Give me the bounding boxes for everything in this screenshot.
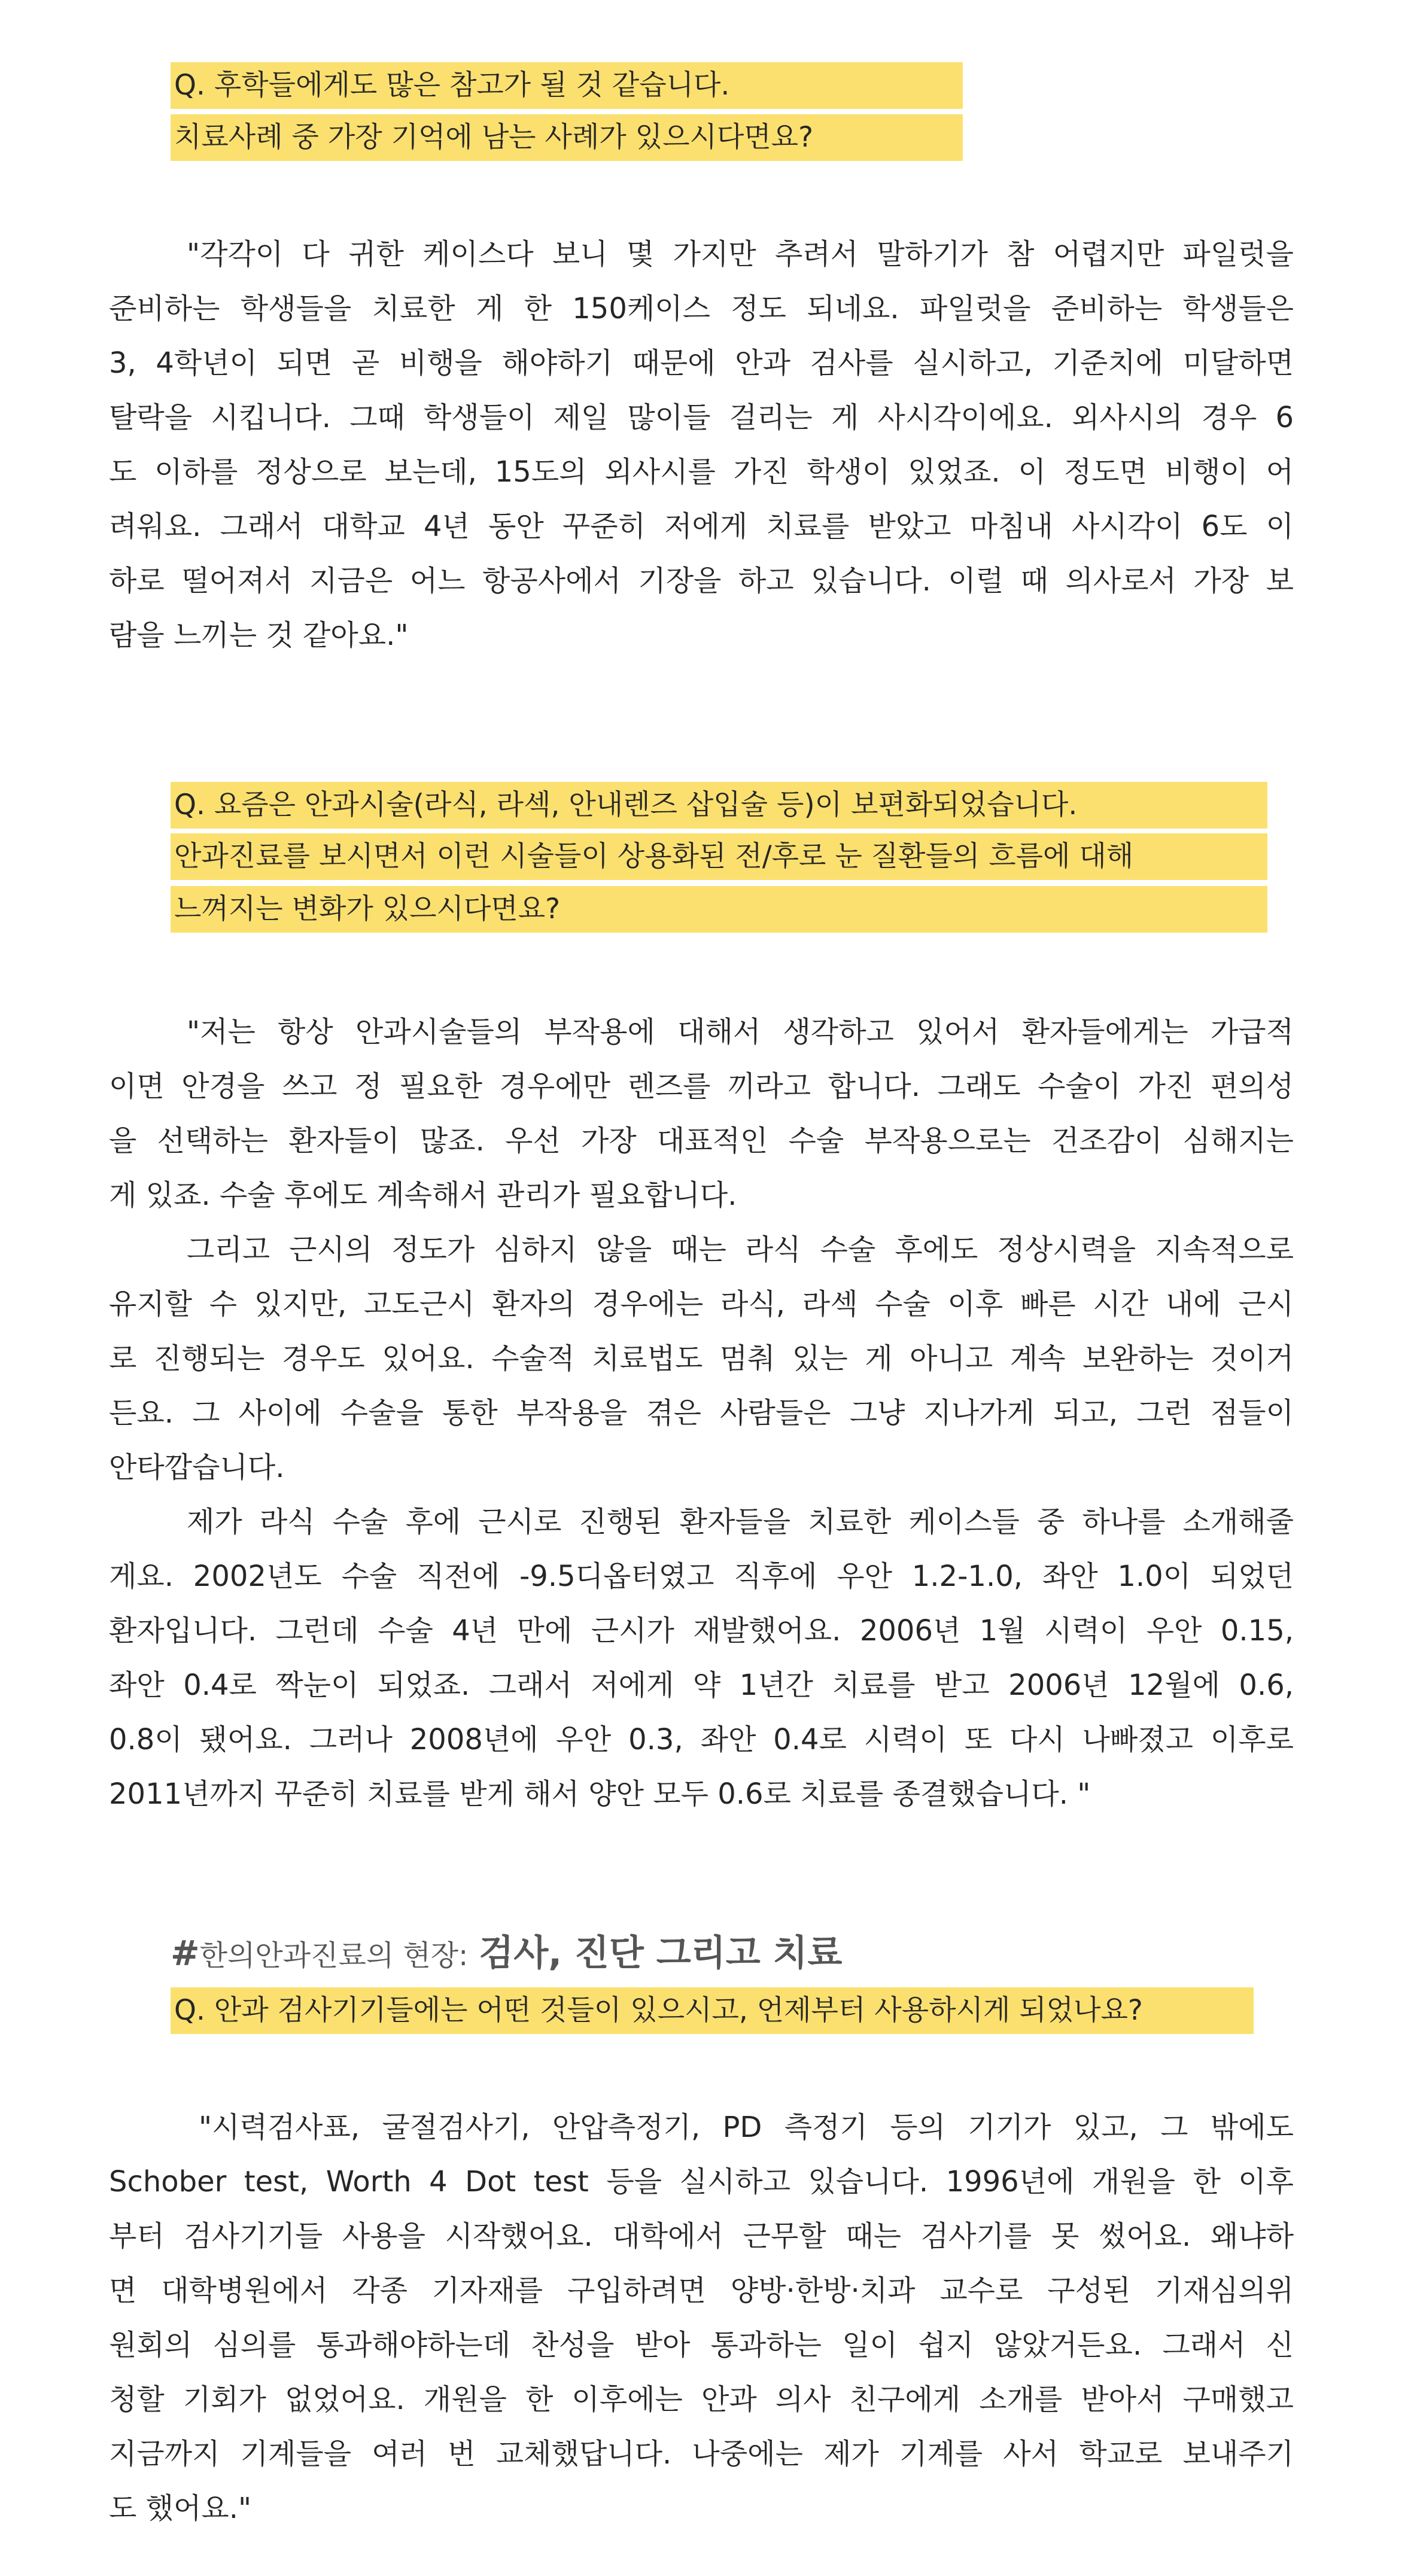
answer-3-line: Schober test, Worth 4 Dot test 등을 실시하고 있습니다. 1996년에 개원을 한 이후: [109, 2165, 1294, 2199]
question-2-line-3: 느껴지는 변화가 있으시다면요?: [171, 886, 1267, 933]
answer-1-line: 려워요. 그래서 대학교 4년 동안 꾸준히 저에게 치료를 받았고 마침내 사시각이 6도 이: [109, 510, 1294, 543]
answer-1: [109, 227, 1294, 663]
answer-2-paragraph-2: [109, 1223, 1294, 1495]
question-2-line-2: 안과진료를 보시면서 이런 시술들이 상용화된 전/후로 눈 질환들의 흐름에 대해: [171, 833, 1267, 880]
question-3-line-1: Q. 안과 검사기기들에는 어떤 것들이 있으시고, 언제부터 사용하시게 되었나요?: [171, 1987, 1254, 2034]
answer-1-line: 도 이하를 정상으로 보는데, 15도의 외사시를 가진 학생이 있었죠. 이 정도면 비행이 어: [109, 455, 1294, 489]
answer-2-line: 0.8이 됐어요. 그러나 2008년에 우안 0.3, 좌안 0.4로 시력이 또 다시 나빠졌고 이후로: [109, 1723, 1294, 1756]
answer-1-line: 준비하는 학생들을 치료한 게 한 150케이스 정도 되네요. 파일럿을 준비하는 학생들은: [109, 292, 1294, 325]
answer-2-line: 게 있죠. 수술 후에도 계속해서 관리가 필요합니다.: [109, 1179, 737, 1212]
section-heading-hash: #: [171, 1933, 200, 1974]
question-1-line-1: Q. 후학들에게도 많은 참고가 될 것 같습니다.: [171, 62, 963, 109]
question-2-line-1: Q. 요즘은 안과시술(라식, 라섹, 안내렌즈 삽입술 등)이 보편화되었습니다.: [171, 782, 1267, 829]
answer-2-line: 좌안 0.4로 짝눈이 되었죠. 그래서 저에게 약 1년간 치료를 받고 2006년 12월에 0.6,: [109, 1668, 1294, 1702]
answer-2-line: 이면 안경을 쓰고 정 필요한 경우에만 렌즈를 끼라고 합니다. 그래도 수술이 가진 편의성: [109, 1070, 1294, 1103]
answer-1-line: 람을 느끼는 것 같아요.": [109, 619, 409, 652]
answer-3: [109, 2100, 1294, 2536]
answer-3-line: 도 했어요.": [109, 2492, 252, 2525]
answer-3-line: "시력검사표, 굴절검사기, 안압측정기, PD 측정기 등의 기기가 있고, 그 밖에도: [199, 2111, 1294, 2144]
answer-2-line: 2011년까지 꾸준히 치료를 받게 해서 양안 모두 0.6로 치료를 종결했습니다. ": [109, 1777, 1091, 1811]
answer-3-line: 청할 기회가 없었어요. 개원을 한 이후에는 안과 의사 친구에게 소개를 받아서 구매했고: [109, 2383, 1294, 2416]
answer-2-paragraph-1: [109, 1005, 1294, 1223]
question-1-line-2: 치료사례 중 가장 기억에 남는 사례가 있으시다면요?: [171, 114, 963, 161]
answer-2-line: 유지할 수 있지만, 고도근시 환자의 경우에는 라식, 라섹 수술 이후 빠른 시간 내에 근시: [109, 1287, 1294, 1321]
answer-2-line: 을 선택하는 환자들이 많죠. 우선 가장 대표적인 수술 부작용으로는 건조감이 심해지는: [109, 1124, 1294, 1158]
answer-2-line: 제가 라식 수술 후에 근시로 진행된 환자들을 치료한 케이스들 중 하나를 소개해줄: [187, 1505, 1294, 1539]
answer-3-line: 원회의 심의를 통과해야하는데 찬성을 받아 통과하는 일이 쉽지 않았거든요. 그래서 신: [109, 2328, 1294, 2362]
answer-1-line: "각각이 다 귀한 케이스다 보니 몇 가지만 추려서 말하기가 참 어렵지만 파일럿을: [187, 237, 1294, 271]
answer-3-line: 지금까지 기계들을 여러 번 교체했답니다. 나중에는 제가 기계를 사서 학교로 보내주기: [109, 2437, 1294, 2471]
answer-1-line: 탈락을 시킵니다. 그때 학생들이 제일 많이들 걸리는 게 사시각이에요. 외사시의 경우 6: [109, 401, 1294, 434]
answer-2-line: 든요. 그 사이에 수술을 통한 부작용을 겪은 사람들은 그냥 지나가게 되고, 그런 점들이: [109, 1396, 1294, 1430]
answer-3-line: 면 대학병원에서 각종 기자재를 구입하려면 양방·한방·치과 교수로 구성된 기재심의위: [109, 2274, 1294, 2307]
answer-2-line: 환자입니다. 그런데 수술 4년 만에 근시가 재발했어요. 2006년 1월 시력이 우안 0.15,: [109, 1614, 1294, 1648]
answer-2-line: 로 진행되는 경우도 있어요. 수술적 치료법도 멈춰 있는 게 아니고 계속 보완하는 것이거: [109, 1342, 1294, 1375]
section-heading-title: 검사, 진단 그리고 치료: [479, 1932, 843, 1974]
section-heading-prefix: 한의안과진료의 현장:: [199, 1939, 469, 1972]
answer-2-line: 게요. 2002년도 수술 직전에 -9.5디옵터였고 직후에 우안 1.2-1.0, 좌안 1.0이 되었던: [109, 1560, 1294, 1593]
answer-2-paragraph-3: [109, 1495, 1294, 1822]
answer-1-line: 하로 떨어져서 지금은 어느 항공사에서 기장을 하고 있습니다. 이럴 때 의사로서 가장 보: [109, 564, 1294, 598]
answer-2-line: 안타깝습니다.: [109, 1451, 285, 1484]
answer-3-line: 부터 검사기기들 사용을 시작했어요. 대학에서 근무할 때는 검사기를 못 썼어요. 왜냐하: [109, 2219, 1294, 2253]
section-heading: [171, 1929, 842, 1977]
answer-1-line: 3, 4학년이 되면 곧 비행을 해야하기 때문에 안과 검사를 실시하고, 기준치에 미달하면: [109, 346, 1294, 380]
answer-2-line: 그리고 근시의 정도가 심하지 않을 때는 라식 수술 후에도 정상시력을 지속적으로: [187, 1233, 1294, 1266]
answer-2-line: "저는 항상 안과시술들의 부작용에 대해서 생각하고 있어서 환자들에게는 가급적: [187, 1015, 1294, 1049]
